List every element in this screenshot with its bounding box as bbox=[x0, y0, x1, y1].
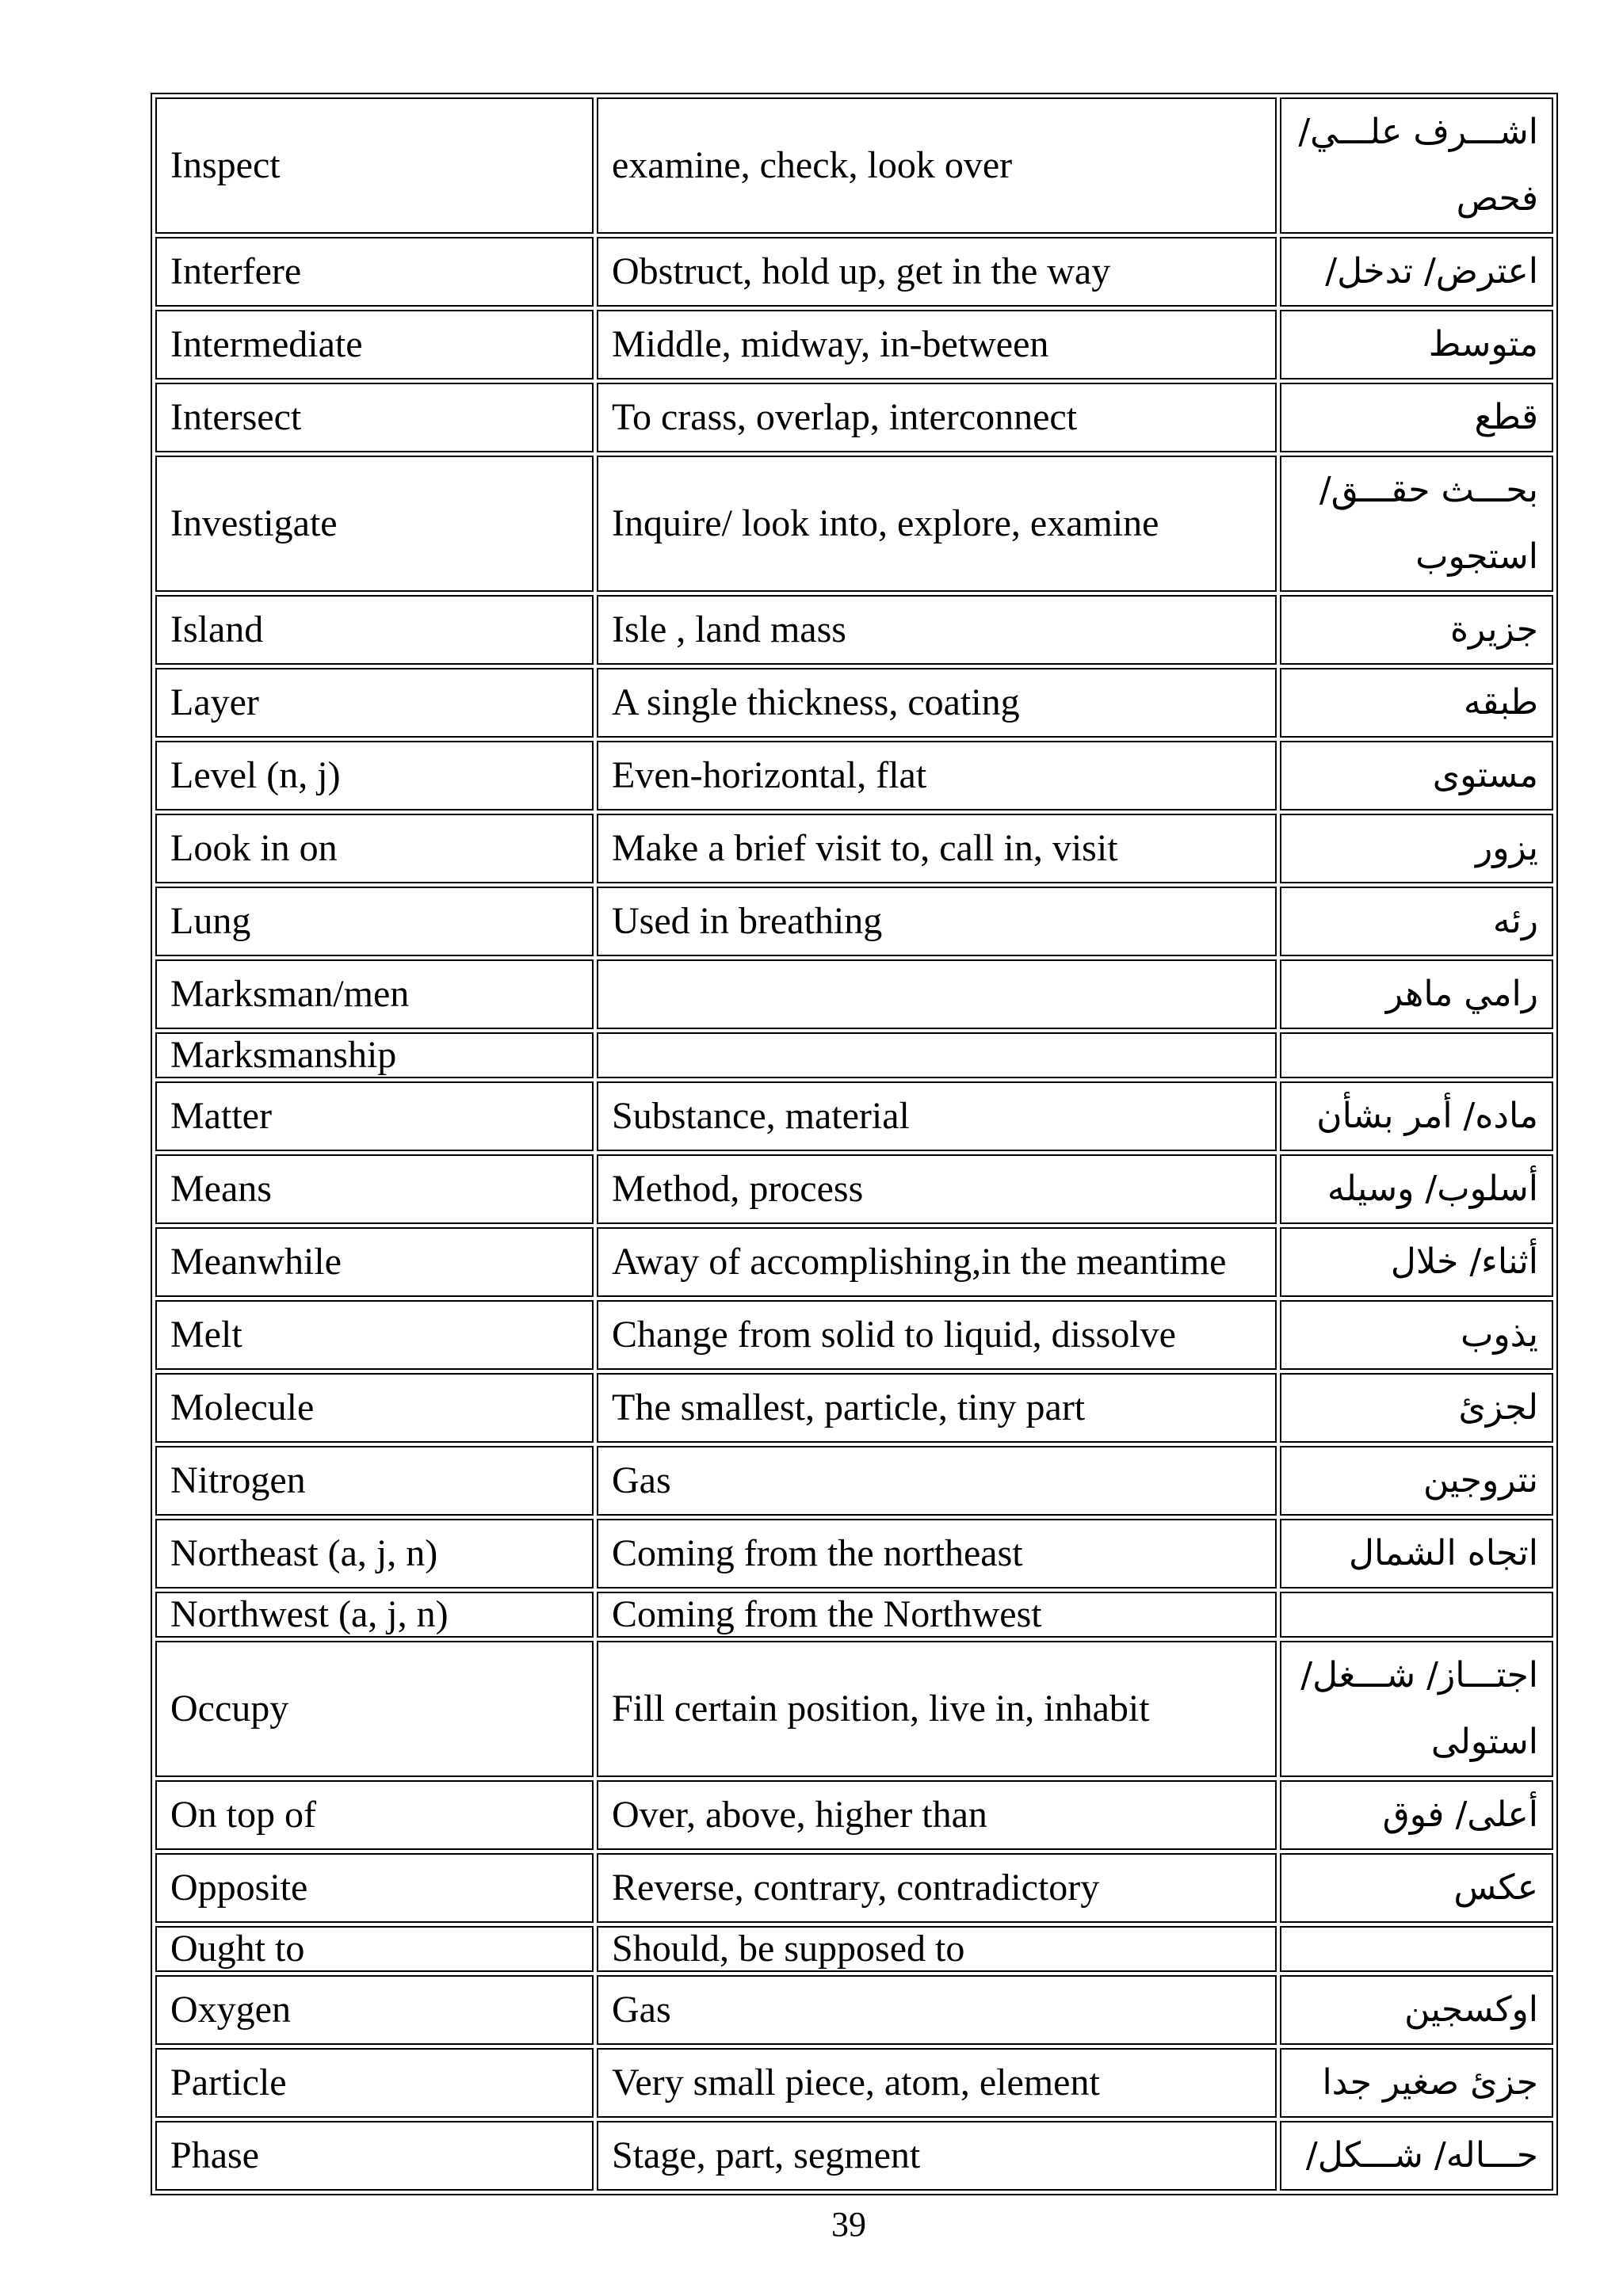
definition-cell bbox=[597, 2048, 1277, 2118]
definition-text: Used in breathing bbox=[612, 900, 883, 942]
arabic-line: حـــاله/ شـــكل/ bbox=[1305, 2135, 1538, 2176]
arabic-line: اتجاه الشمال bbox=[1348, 1533, 1538, 1573]
table-row bbox=[155, 741, 1553, 810]
arabic-cell bbox=[1280, 456, 1553, 592]
table-row bbox=[155, 310, 1553, 379]
definition-text: Gas bbox=[612, 1989, 671, 2031]
definition-text: Away of accomplishing,in the meantime bbox=[612, 1241, 1227, 1283]
arabic-translation bbox=[1295, 457, 1538, 590]
definition-cell bbox=[597, 1780, 1277, 1850]
term-text: Look in on bbox=[170, 827, 338, 869]
table-row bbox=[155, 814, 1553, 883]
arabic-translation bbox=[1295, 1229, 1538, 1295]
term-cell bbox=[155, 1975, 594, 2045]
term-text: Intermediate bbox=[170, 323, 363, 365]
arabic-translation bbox=[1295, 311, 1538, 378]
definition-cell bbox=[597, 595, 1277, 665]
table-row bbox=[155, 595, 1553, 665]
arabic-cell bbox=[1280, 1519, 1553, 1589]
arabic-translation bbox=[1295, 815, 1538, 882]
term-text: Intersect bbox=[170, 396, 302, 438]
term-cell bbox=[155, 2048, 594, 2118]
definition-cell bbox=[597, 1926, 1277, 1972]
arabic-translation bbox=[1295, 238, 1538, 305]
definition-cell bbox=[597, 741, 1277, 810]
table-row bbox=[155, 959, 1553, 1029]
arabic-cell bbox=[1280, 1975, 1553, 2045]
definition-text: Coming from the Northwest bbox=[612, 1593, 1042, 1635]
term-text: Molecule bbox=[170, 1386, 315, 1428]
arabic-line: أعلى/ فوق bbox=[1382, 1794, 1538, 1835]
definition-cell bbox=[597, 456, 1277, 592]
term-cell bbox=[155, 1853, 594, 1923]
table-row bbox=[155, 1641, 1553, 1777]
table-row bbox=[155, 1300, 1553, 1370]
definition-cell bbox=[597, 1975, 1277, 2045]
term-cell bbox=[155, 1446, 594, 1516]
arabic-translation bbox=[1295, 2050, 1538, 2116]
term-cell bbox=[155, 1081, 594, 1151]
definition-cell bbox=[597, 668, 1277, 738]
arabic-cell bbox=[1280, 1373, 1553, 1443]
arabic-translation bbox=[1295, 597, 1538, 663]
definition-cell bbox=[597, 1446, 1277, 1516]
arabic-line: نتروجين bbox=[1423, 1460, 1538, 1501]
table-row bbox=[155, 1154, 1553, 1224]
term-text: Level (n, j) bbox=[170, 754, 341, 796]
definition-text: Make a brief visit to, call in, visit bbox=[612, 827, 1118, 869]
term-cell bbox=[155, 595, 594, 665]
term-text: Lung bbox=[170, 900, 251, 942]
arabic-cell bbox=[1280, 1032, 1553, 1078]
arabic-cell bbox=[1280, 668, 1553, 738]
arabic-translation bbox=[1295, 1156, 1538, 1222]
term-text: Matter bbox=[170, 1095, 272, 1137]
definition-text: Middle, midway, in-between bbox=[612, 323, 1049, 365]
term-text: Meanwhile bbox=[170, 1241, 342, 1283]
arabic-cell bbox=[1280, 1592, 1553, 1638]
term-cell bbox=[155, 1926, 594, 1972]
term-cell bbox=[155, 959, 594, 1029]
definition-cell bbox=[597, 814, 1277, 883]
definition-text: A single thickness, coating bbox=[612, 681, 1020, 723]
arabic-line: قطع bbox=[1474, 397, 1538, 437]
definition-cell bbox=[597, 2121, 1277, 2191]
arabic-cell bbox=[1280, 2121, 1553, 2191]
arabic-translation bbox=[1295, 961, 1538, 1028]
term-cell bbox=[155, 1032, 594, 1078]
term-text: Opposite bbox=[170, 1867, 308, 1909]
arabic-line: اعترض/ تدخل/ bbox=[1325, 251, 1538, 292]
arabic-translation bbox=[1295, 2122, 1538, 2189]
term-cell bbox=[155, 1300, 594, 1370]
definition-cell bbox=[597, 237, 1277, 307]
arabic-line: مستوى bbox=[1432, 755, 1538, 795]
arabic-cell bbox=[1280, 887, 1553, 956]
arabic-translation bbox=[1295, 1375, 1538, 1441]
definition-text: Reverse, contrary, contradictory bbox=[612, 1867, 1100, 1909]
definition-text: Substance, material bbox=[612, 1095, 910, 1137]
term-cell bbox=[155, 310, 594, 379]
term-cell bbox=[155, 383, 594, 452]
term-text: Means bbox=[170, 1168, 272, 1210]
definition-text: Change from solid to liquid, dissolve bbox=[612, 1314, 1176, 1356]
term-text: Inspect bbox=[170, 144, 281, 186]
arabic-cell bbox=[1280, 1227, 1553, 1297]
arabic-translation bbox=[1295, 1782, 1538, 1848]
table-row bbox=[155, 887, 1553, 956]
term-cell bbox=[155, 97, 594, 234]
term-cell bbox=[155, 1373, 594, 1443]
arabic-cell bbox=[1280, 1154, 1553, 1224]
definition-cell bbox=[597, 383, 1277, 452]
definition-cell bbox=[597, 1641, 1277, 1777]
arabic-line: ماده/ أمر بشأن bbox=[1316, 1096, 1538, 1136]
table-row bbox=[155, 383, 1553, 452]
definition-text: Should, be supposed to bbox=[612, 1928, 965, 1970]
term-text: Occupy bbox=[170, 1688, 289, 1730]
arabic-translation bbox=[1295, 384, 1538, 451]
term-text: Interfere bbox=[170, 250, 302, 292]
arabic-cell bbox=[1280, 1926, 1553, 1972]
arabic-line: رامي ماهر bbox=[1385, 974, 1538, 1014]
arabic-translation bbox=[1295, 1977, 1538, 2043]
arabic-cell bbox=[1280, 1446, 1553, 1516]
table-row bbox=[155, 1926, 1553, 1972]
definition-cell bbox=[597, 1519, 1277, 1589]
table-row bbox=[155, 1446, 1553, 1516]
table-row bbox=[155, 456, 1553, 592]
definition-text: Isle , land mass bbox=[612, 608, 846, 650]
arabic-line: استجوب bbox=[1415, 536, 1538, 577]
arabic-cell bbox=[1280, 814, 1553, 883]
term-text: Oxygen bbox=[170, 1989, 291, 2031]
term-text: Investigate bbox=[170, 502, 338, 544]
term-cell bbox=[155, 2121, 594, 2191]
arabic-cell bbox=[1280, 1641, 1553, 1777]
term-text: Layer bbox=[170, 681, 259, 723]
arabic-line: متوسط bbox=[1428, 324, 1538, 364]
arabic-cell bbox=[1280, 1853, 1553, 1923]
table-row bbox=[155, 1853, 1553, 1923]
term-text: Northwest (a, j, n) bbox=[170, 1593, 449, 1635]
table-row bbox=[155, 668, 1553, 738]
page-number: 39 bbox=[831, 2205, 866, 2244]
arabic-line: يزور bbox=[1475, 828, 1538, 868]
table-row bbox=[155, 2048, 1553, 2118]
arabic-line: اجتـــاز/ شـــغل/ bbox=[1300, 1655, 1538, 1695]
arabic-line: أسلوب/ وسيله bbox=[1327, 1169, 1538, 1209]
term-text: Island bbox=[170, 608, 264, 650]
table-row bbox=[155, 1975, 1553, 2045]
term-cell bbox=[155, 237, 594, 307]
term-cell bbox=[155, 814, 594, 883]
arabic-line: أثناء/ خلال bbox=[1390, 1241, 1538, 1282]
arabic-line: اشـــرف علـــي/ bbox=[1298, 112, 1538, 152]
term-text: Nitrogen bbox=[170, 1459, 306, 1501]
table-row bbox=[155, 1592, 1553, 1638]
definition-text: Obstruct, hold up, get in the way bbox=[612, 250, 1111, 292]
arabic-translation bbox=[1295, 1642, 1538, 1775]
arabic-translation bbox=[1295, 1855, 1538, 1921]
table-row bbox=[155, 1081, 1553, 1151]
arabic-translation bbox=[1295, 99, 1538, 232]
arabic-cell bbox=[1280, 383, 1553, 452]
term-cell bbox=[155, 1780, 594, 1850]
arabic-cell bbox=[1280, 2048, 1553, 2118]
term-text: Phase bbox=[170, 2134, 259, 2176]
arabic-line: طبقه bbox=[1463, 682, 1538, 723]
arabic-line: عكس bbox=[1453, 1867, 1538, 1908]
term-text: Marksmanship bbox=[170, 1034, 397, 1076]
arabic-translation bbox=[1295, 1447, 1538, 1514]
definition-text: Even-horizontal, flat bbox=[612, 754, 927, 796]
definition-text: The smallest, particle, tiny part bbox=[612, 1386, 1086, 1428]
arabic-line: رئه bbox=[1492, 901, 1538, 941]
term-cell bbox=[155, 741, 594, 810]
definition-cell bbox=[597, 1081, 1277, 1151]
definition-cell bbox=[597, 1032, 1277, 1078]
arabic-translation bbox=[1295, 742, 1538, 809]
definition-text: Coming from the northeast bbox=[612, 1532, 1023, 1574]
arabic-line: بحـــث حقـــق/ bbox=[1319, 470, 1538, 510]
definition-text: Method, process bbox=[612, 1168, 864, 1210]
arabic-translation bbox=[1295, 1520, 1538, 1587]
arabic-line: جزئ صغير جدا bbox=[1322, 2062, 1538, 2103]
term-cell bbox=[155, 1592, 594, 1638]
arabic-line: فحص bbox=[1456, 178, 1538, 219]
arabic-cell bbox=[1280, 310, 1553, 379]
vocabulary-table bbox=[151, 93, 1558, 2195]
arabic-translation bbox=[1295, 1302, 1538, 1368]
table-row bbox=[155, 1519, 1553, 1589]
term-cell bbox=[155, 668, 594, 738]
arabic-cell bbox=[1280, 959, 1553, 1029]
definition-cell bbox=[597, 1853, 1277, 1923]
term-text: Northeast (a, j, n) bbox=[170, 1532, 438, 1574]
table-row bbox=[155, 1373, 1553, 1443]
definition-cell bbox=[597, 1373, 1277, 1443]
arabic-cell bbox=[1280, 1081, 1553, 1151]
term-cell bbox=[155, 1519, 594, 1589]
arabic-line: استولى bbox=[1430, 1722, 1538, 1762]
arabic-line: يذوب bbox=[1460, 1314, 1538, 1355]
definition-text: Very small piece, atom, element bbox=[612, 2061, 1100, 2103]
definition-cell bbox=[597, 887, 1277, 956]
definition-text: examine, check, look over bbox=[612, 144, 1013, 186]
definition-text: Stage, part, segment bbox=[612, 2134, 921, 2176]
definition-cell bbox=[597, 97, 1277, 234]
definition-cell bbox=[597, 959, 1277, 1029]
arabic-cell bbox=[1280, 741, 1553, 810]
term-text: Marksman/men bbox=[170, 973, 410, 1015]
arabic-translation bbox=[1295, 669, 1538, 736]
definition-cell bbox=[597, 1154, 1277, 1224]
arabic-translation bbox=[1295, 888, 1538, 955]
definition-text: Gas bbox=[612, 1459, 671, 1501]
table-row bbox=[155, 1780, 1553, 1850]
term-cell bbox=[155, 456, 594, 592]
term-cell bbox=[155, 1641, 594, 1777]
definition-cell bbox=[597, 1227, 1277, 1297]
arabic-cell bbox=[1280, 1300, 1553, 1370]
table-row bbox=[155, 237, 1553, 307]
term-text: On top of bbox=[170, 1794, 316, 1836]
term-text: Melt bbox=[170, 1314, 242, 1356]
arabic-cell bbox=[1280, 1780, 1553, 1850]
arabic-cell bbox=[1280, 595, 1553, 665]
arabic-cell bbox=[1280, 97, 1553, 234]
table-row bbox=[155, 1227, 1553, 1297]
arabic-cell bbox=[1280, 237, 1553, 307]
table-row bbox=[155, 97, 1553, 234]
definition-text: Fill certain position, live in, inhabit bbox=[612, 1688, 1150, 1730]
definition-cell bbox=[597, 1300, 1277, 1370]
arabic-line: جزيرة bbox=[1449, 609, 1538, 650]
term-cell bbox=[155, 1154, 594, 1224]
arabic-line: لجزئ bbox=[1458, 1387, 1538, 1428]
term-cell bbox=[155, 887, 594, 956]
arabic-translation bbox=[1295, 1083, 1538, 1150]
definition-text: To crass, overlap, interconnect bbox=[612, 396, 1078, 438]
term-text: Particle bbox=[170, 2061, 287, 2103]
definition-text: Inquire/ look into, explore, examine bbox=[612, 502, 1159, 544]
definition-cell bbox=[597, 310, 1277, 379]
definition-cell bbox=[597, 1592, 1277, 1638]
table-row bbox=[155, 2121, 1553, 2191]
term-cell bbox=[155, 1227, 594, 1297]
term-text: Ought to bbox=[170, 1928, 305, 1970]
table-row bbox=[155, 1032, 1553, 1078]
definition-text: Over, above, higher than bbox=[612, 1794, 987, 1836]
arabic-line: اوكسجين bbox=[1404, 1989, 1538, 2030]
